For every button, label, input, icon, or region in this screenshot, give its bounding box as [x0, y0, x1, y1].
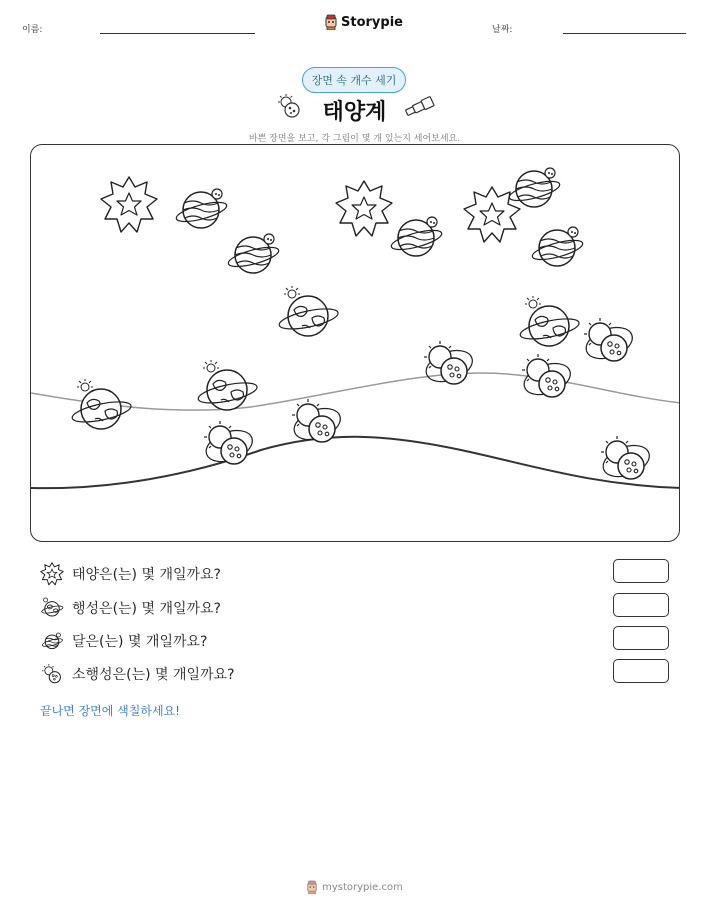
scene-asteroid [599, 436, 654, 482]
question-row-planet [40, 596, 221, 620]
scene-asteroid [290, 399, 345, 445]
question-row-moon [40, 629, 207, 653]
scene-moon [519, 296, 581, 346]
scene-planet [508, 168, 562, 207]
finish-instruction: 끝나면 장면에 색칠하세요! [40, 704, 180, 718]
moon-icon [40, 629, 64, 653]
page-title: 태양계 [322, 100, 387, 125]
scene-planet [531, 227, 585, 266]
date-label: 날짜: [492, 25, 513, 35]
answer-box-asteroid[interactable] [613, 659, 669, 683]
scene-planet [227, 234, 281, 273]
planet-icon [40, 596, 64, 620]
scene-moon [197, 360, 259, 410]
scene-planet [175, 189, 229, 228]
scene-illustration [31, 145, 680, 542]
scene-moon [278, 286, 340, 336]
answer-box-sun[interactable] [613, 559, 669, 583]
scene-asteroid [582, 318, 637, 364]
brand-name: Storypie [341, 14, 403, 30]
date-field-line[interactable] [563, 33, 686, 34]
activity-badge: 장면 속 개수 세기 [302, 67, 406, 93]
mascot-icon [324, 14, 338, 30]
question-text: 달은(는) 몇 개일까요? [72, 634, 208, 650]
footer [0, 880, 709, 894]
question-text: 태양은(는) 몇 개일까요? [72, 567, 221, 583]
scene-asteroid [422, 341, 477, 387]
scene-moon [71, 379, 133, 429]
scene-sun [464, 187, 520, 242]
question-text: 소행성은(는) 몇 개일까요? [72, 667, 235, 683]
asteroid-icon [40, 662, 64, 686]
question-text: 행성은(는) 몇 개일까요? [72, 601, 221, 617]
answer-box-planet[interactable] [613, 593, 669, 617]
scene-asteroid [202, 421, 257, 467]
telescope-icon [402, 96, 436, 116]
scene-asteroid [520, 354, 575, 400]
counting-scene [30, 144, 680, 542]
mascot-footer-icon [306, 880, 318, 894]
scene-sun [101, 177, 157, 232]
footer-url[interactable]: mystorypie.com [322, 881, 403, 893]
scene-planet [390, 217, 444, 256]
sun-icon [40, 562, 64, 586]
question-row-sun [40, 562, 221, 586]
scene-sun [336, 181, 392, 236]
brand-logo [324, 14, 403, 30]
answer-box-moon[interactable] [613, 626, 669, 650]
instructions: 바쁜 장면을 보고, 각 그림이 몇 개 있는지 세어보세요. [248, 134, 461, 144]
name-label: 이름: [22, 25, 43, 35]
question-row-asteroid [40, 662, 235, 686]
name-field-line[interactable] [100, 33, 255, 34]
